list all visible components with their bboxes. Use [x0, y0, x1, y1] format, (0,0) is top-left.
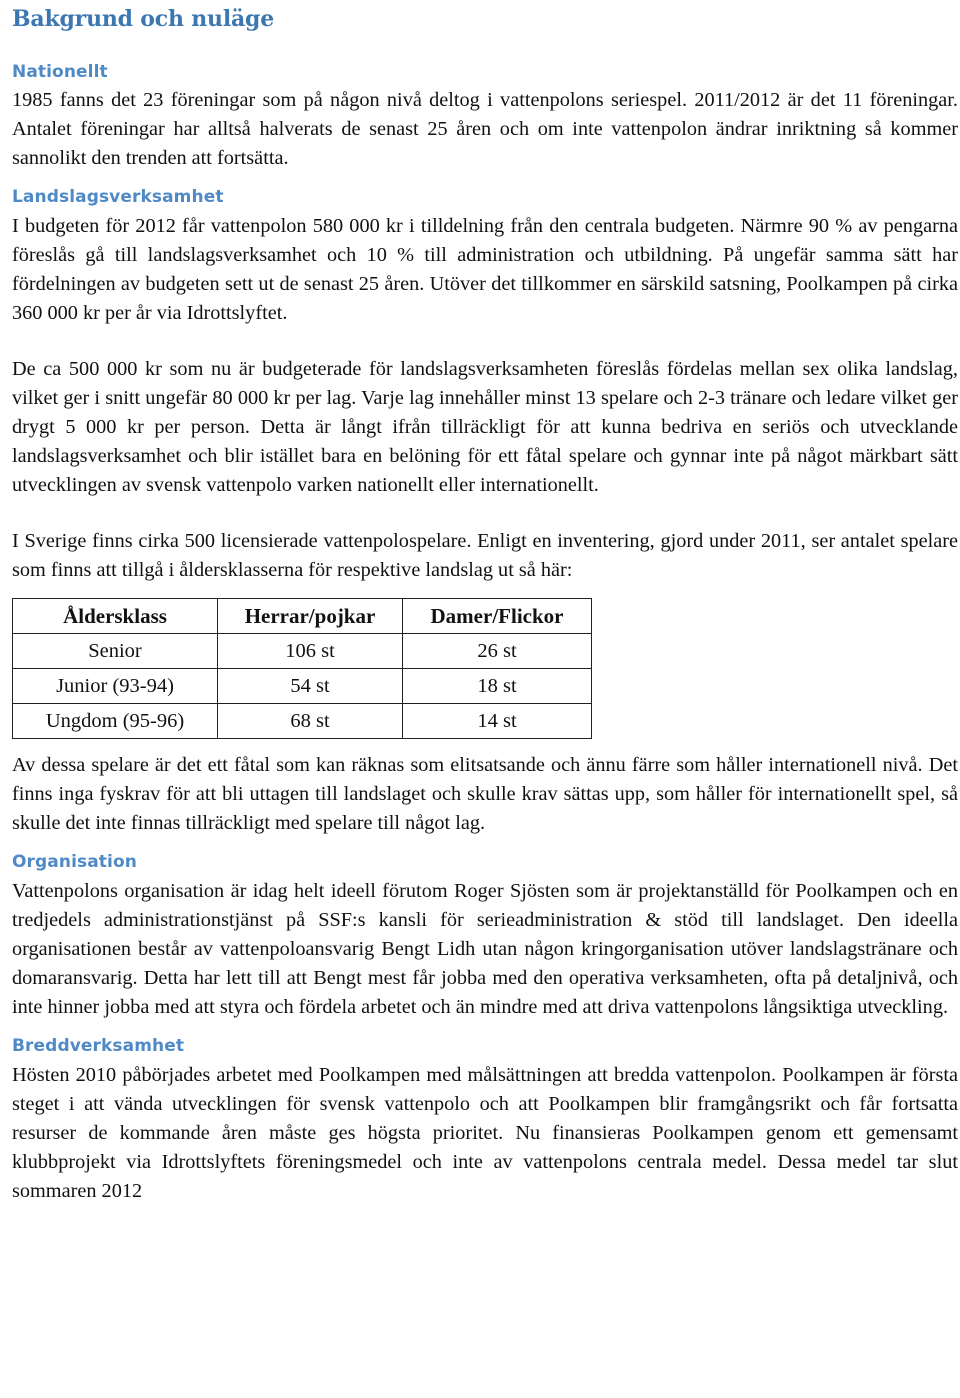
table-cell: 68 st	[218, 704, 403, 739]
table-cell: Junior (93-94)	[13, 669, 218, 704]
paragraph-nationellt: 1985 fanns det 23 föreningar som på någon nivå deltog i vattenpolons seriespel. 2011/2012 är det 11 föreningar. Antalet föreningar har alltså halverats de senast 25 åren och om inte vattenpolon ändrar inriktning så kommer sannolikt den trenden att fortsätta.	[12, 89, 958, 169]
table-header-cell: Damer/Flickor	[403, 599, 592, 634]
table-header-row	[13, 599, 592, 634]
document-page	[12, 0, 958, 1206]
table-cell: Ungdom (95-96)	[13, 704, 218, 739]
players-table	[12, 598, 592, 739]
table-cell: 54 st	[218, 669, 403, 704]
table-cell: 26 st	[403, 634, 592, 669]
table-cell: 18 st	[403, 669, 592, 704]
page-title: Bakgrund och nuläge	[12, 6, 275, 32]
paragraph-landslag-niva: Av dessa spelare är det ett fåtal som kan räknas som elitsatsande och ännu färre som håller internationell nivå. Det finns inga fyskrav för att bli uttagen till landslaget och skulle krav sättas upp, som håller för internationellt spel, så skulle det inte finnas tillräckligt med spelare till något lag.	[12, 754, 958, 834]
table-row	[13, 634, 592, 669]
table-cell: Senior	[13, 634, 218, 669]
section-title-nationellt: Nationellt	[12, 62, 108, 82]
paragraph-organisation: Vattenpolons organisation är idag helt ideell förutom Roger Sjösten som är projektanställd för Poolkampen och en tredjedels administrationstjänst på SSF:s kansli för serieadministration & stöd till landslaget. Den ideella organisationen består av vattenpoloansvarig Bengt Lidh utan någon kringorganisation utöver landslagstränare och domaransvarig. Detta har lett till att Bengt mest får jobba med den operativa verksamheten, ofta på detaljnivå, och inte hinner jobba med att styra och fördela arbetet och än mindre med att driva vattenpolons långsiktiga utveckling.	[12, 880, 958, 1018]
section-title-breddverksamhet: Breddverksamhet	[12, 1036, 185, 1056]
section-title-organisation: Organisation	[12, 852, 137, 872]
table-row	[13, 704, 592, 739]
table-header-cell: Åldersklass	[13, 599, 218, 634]
paragraph-landslag-fordelning: De ca 500 000 kr som nu är budgeterade för landslagsverksamheten föreslås fördelas mellan sex olika landslag, vilket ger i snitt ungefär 80 000 kr per lag. Varje lag innehåller minst 13 spelare och 2-3 tränare och ledare vilket ger drygt 5 000 kr per person. Detta är långt ifrån tillräckligt för att kunna bedriva en seriös och utvecklande landslagsverksamhet och blir istället bara en belöning för ett fåtal spelare och gynnar inte på något märkbart sätt utvecklingen av svensk vattenpolo varken nationellt eller internationellt.	[12, 358, 958, 496]
paragraph-landslag-budget: I budgeten för 2012 får vattenpolon 580 000 kr i tilldelning från den centrala budgeten. Närmre 90 % av pengarna föreslås gå till landslagsverksamhet och 10 % till administration och utbildning. På ungefär samma sätt har fördelningen av budgeten sett ut de senast 25 åren. Utöver det tillkommer en särskild satsning, Poolkampen på cirka 360 000 kr per år via Idrottslyftet.	[12, 215, 958, 324]
paragraph-landslag-spelare: I Sverige finns cirka 500 licensierade vattenpolospelare. Enligt en inventering, gjord under 2011, ser antalet spelare som finns att tillgå i åldersklasserna för respektive landslag ut så här:	[12, 530, 958, 581]
table-header-cell: Herrar/pojkar	[218, 599, 403, 634]
table-cell: 14 st	[403, 704, 592, 739]
section-title-landslagsverksamhet: Landslagsverksamhet	[12, 187, 224, 207]
table-cell: 106 st	[218, 634, 403, 669]
paragraph-breddverksamhet: Hösten 2010 påbörjades arbetet med Poolkampen med målsättningen att bredda vattenpolon. Poolkampen är första steget i att vända utvecklingen för svensk vattenpolo och att Poolkampen blir framgångsrikt och får fortsatta resurser de kommande åren måste ges högsta prioritet. Nu finansieras Poolkampen genom ett gemensamt klubbprojekt via Idrottslyftets föreningsmedel och inte av vattenpolons centrala medel. Dessa medel tar slut sommaren 2012	[12, 1064, 958, 1202]
table-row	[13, 669, 592, 704]
